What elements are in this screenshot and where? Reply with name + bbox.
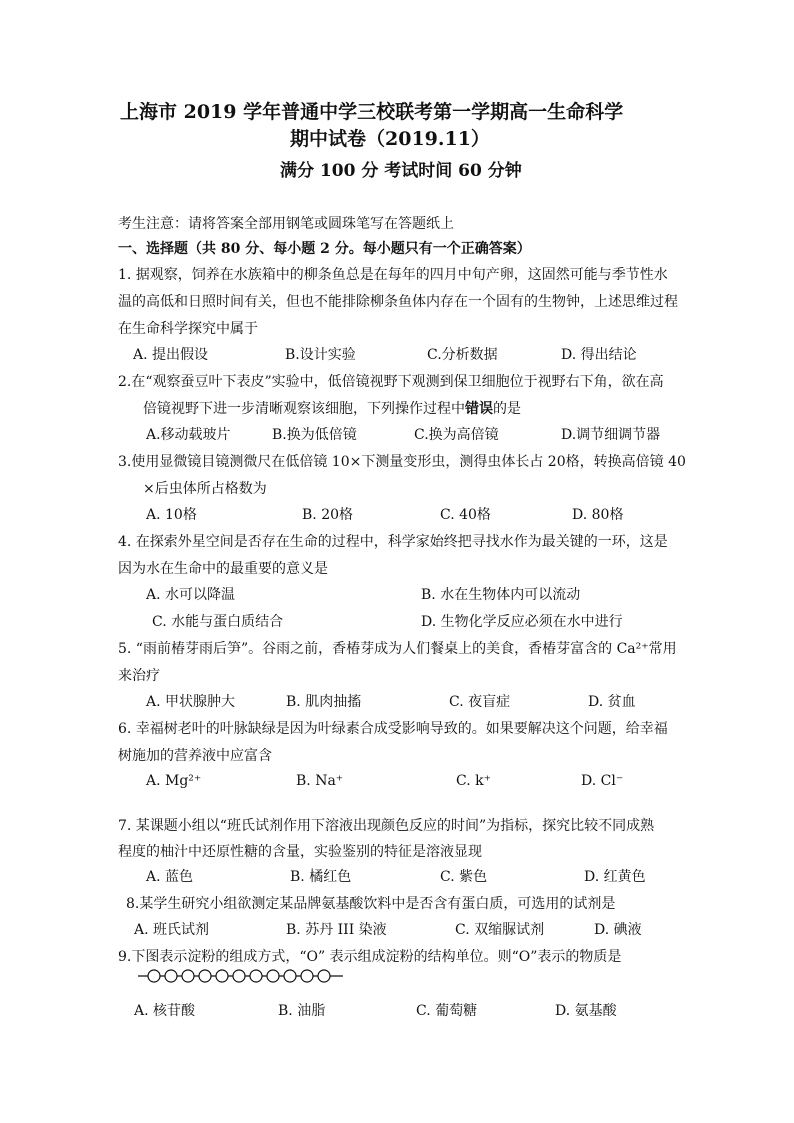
score-time: 满分 100 分 考试时间 60 分钟 [280,161,522,181]
q8-option-d: D. 碘液 [594,922,642,938]
q1-line3: 在生命科学探究中属于 [118,321,258,337]
glucose-unit [216,970,228,982]
q4-option-a: A. 水可以降温 [146,587,236,603]
q9-option-d: D. 氨基酸 [555,1003,617,1019]
q5-option-d: D. 贫血 [588,694,636,710]
q5-line2: 来治疗 [118,668,160,684]
q7-line2: 程度的柚汁中还原性糖的含量，实验鉴别的特征是溶液显现 [118,844,482,860]
q5-line1: 5. “雨前椿芽雨后笋”。谷雨之前，香椿芽成为人们餐桌上的美食，香椿芽富含的 Ca²⁺常用 [118,641,677,657]
q6-line1: 6. 幸福树老叶的叶脉缺绿是因为叶绿素合成受影响导致的。如果要解决这个问题，给幸福 [118,721,668,737]
title-line-2: 期中试卷（2019.11） [290,128,490,150]
q6-option-a: A. Mg²⁺ [146,773,202,789]
glucose-unit [165,970,177,982]
glucose-unit [267,970,279,982]
q7-option-c: C. 紫色 [440,869,488,885]
q8-option-a: A. 班氏试剂 [134,922,210,938]
glucose-unit [250,970,262,982]
q4-option-b: B. 水在生物体内可以流动 [421,587,581,603]
glucose-unit [318,970,330,982]
q3-option-c: C. 40格 [440,507,491,523]
q4-line2: 因为水在生命中的最重要的意义是 [118,561,328,577]
notice: 考生注意：请将答案全部用钢笔或圆珠笔写在答题纸上 [118,216,454,232]
q3-option-d: D. 80格 [572,507,624,523]
q2-line1: 2.在“观察蚕豆叶下表皮”实验中，低倍镜视野下观测到保卫细胞位于视野右下角，欲在高 [118,374,664,390]
glucose-unit [199,970,211,982]
q1-option-c: C.分析数据 [427,347,498,363]
q2-option-a: A.移动载玻片 [146,427,231,443]
q9-option-c: C. 葡萄糖 [416,1003,478,1019]
q7-option-a: A. 蓝色 [146,869,194,885]
q6-option-c: C. k⁺ [456,773,491,789]
title-line-1: 上海市 2019 学年普通中学三校联考第一学期高一生命科学 [120,101,624,123]
q9-option-a: A. 核苷酸 [134,1003,196,1019]
q2-option-b: B.换为低倍镜 [272,427,357,443]
q1-option-a: A. 提出假设 [133,347,209,363]
starch-chain-diagram [138,967,343,985]
q7-line1: 7. 某课题小组以“班氏试剂作用下溶液出现颜色反应的时间”为指标，探究比较不同成熟 [118,818,655,834]
q8-option-b: B. 苏丹 III 染液 [286,922,387,938]
glucose-unit [301,970,313,982]
q3-line1: 3.使用显微镜目镜测微尺在低倍镜 10×下测量变形虫，测得虫体长占 20格，转换高倍镜 40 [118,454,686,470]
q3-option-b: B. 20格 [302,507,354,523]
q7-option-d: D. 红黄色 [584,869,646,885]
q1-option-d: D. 得出结论 [561,347,637,363]
q1-option-b: B.设计实验 [285,347,356,363]
q3-option-a: A. 10格 [146,507,197,523]
q4-line1: 4. 在探索外星空间是否存在生命的过程中，科学家始终把寻找水作为最关键的一环，这是 [118,534,668,550]
glucose-unit [148,970,160,982]
q3-line2: ×后虫体所占格数为 [143,481,267,497]
q6-line2: 树施加的营养液中应富含 [118,748,272,764]
q6-option-d: D. Cl⁻ [581,773,624,789]
q9-option-b: B. 油脂 [278,1003,326,1019]
q5-option-c: C. 夜盲症 [449,694,511,710]
section-title: 一、选择题（共 80 分、每小题 2 分。每小题只有一个正确答案） [118,241,531,257]
q1-line1: 1. 据观察，饲养在水族箱中的柳条鱼总是在每年的四月中旬产卵，这固然可能与季节性水 [118,267,668,283]
q5-option-a: A. 甲状腺肿大 [146,694,236,710]
q5-option-b: B. 肌肉抽搐 [286,694,362,710]
q4-option-d: D. 生物化学反应必须在水中进行 [421,614,623,630]
q6-option-b: B. Na⁺ [296,773,344,789]
glucose-unit [284,970,296,982]
q8-line1: 8.某学生研究小组欲测定某品牌氨基酸饮料中是否含有蛋白质，可选用的试剂是 [126,896,616,912]
q4-option-c: C. 水能与蛋白质结合 [152,614,284,630]
q2-option-c: C.换为高倍镜 [414,427,499,443]
q2-emphasis: 错误 [465,401,493,417]
q2-line2: 倍镜视野下进一步清晰观察该细胞，下列操作过程中错误的是 [143,401,521,417]
q9-line1: 9.下图表示淀粉的组成方式，“O” 表示组成淀粉的结构单位。则“O”表示的物质是 [118,949,622,965]
glucose-unit [182,970,194,982]
q7-option-b: B. 橘红色 [290,869,352,885]
q1-line2: 温的高低和日照时间有关，但也不能排除柳条鱼体内存在一个固有的生物钟，上述思维过程 [118,294,678,310]
glucose-unit [233,970,245,982]
q8-option-c: C. 双缩脲试剂 [455,922,545,938]
q2-option-d: D.调节细调节器 [561,427,661,443]
